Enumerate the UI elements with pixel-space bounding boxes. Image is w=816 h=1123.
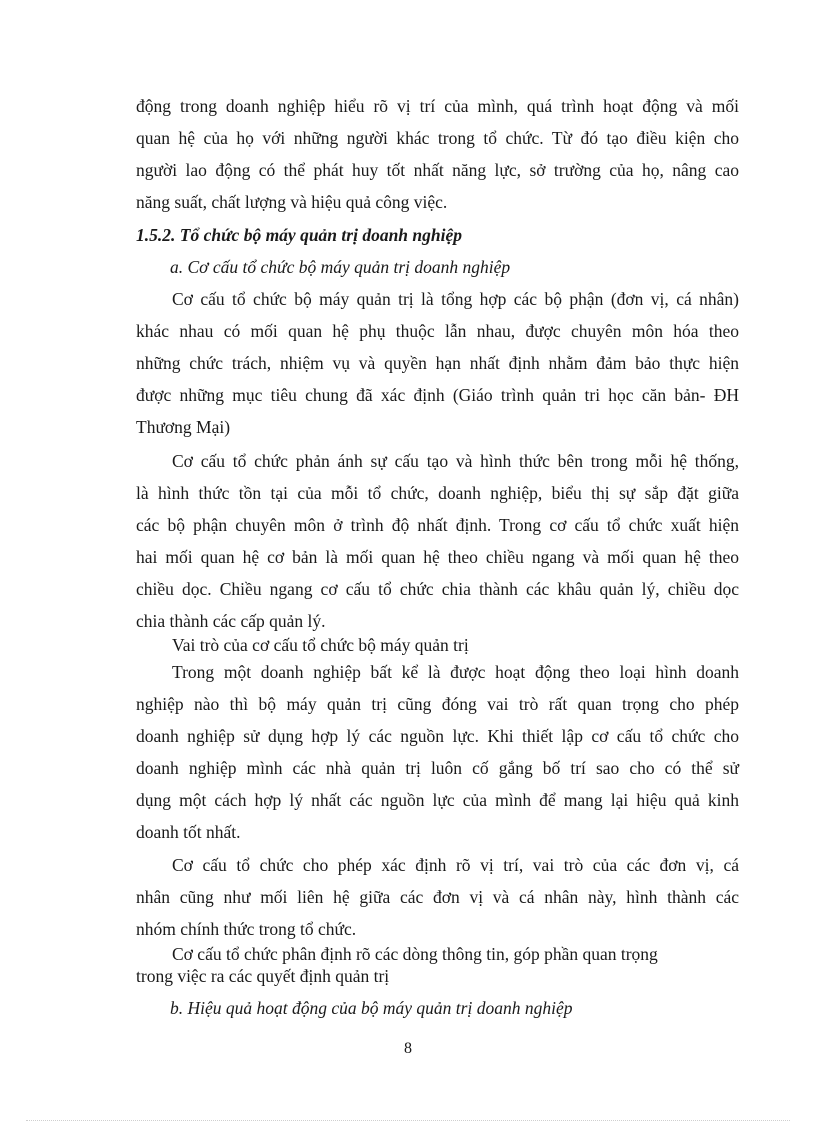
page-bottom-divider	[26, 1120, 790, 1121]
subsection-heading-b: b. Hiệu quả hoạt động của bộ máy quản trị doanh nghiệp	[170, 998, 573, 1018]
subsection-heading-a: a. Cơ cấu tổ chức bộ máy quản trị doanh nghiệp	[170, 257, 511, 277]
paragraph-line: quan hệ của họ với những người khác trong tổ chức. Từ đó tạo điều kiện cho	[136, 128, 739, 148]
paragraph-line: Vai trò của cơ cấu tổ chức bộ máy quản trị	[172, 635, 469, 655]
paragraph-line: chiều dọc. Chiều ngang cơ cấu tổ chức chia thành các khâu quản lý, chiều dọc	[136, 579, 739, 599]
paragraph-line: là hình thức tồn tại của mỗi tổ chức, doanh nghiệp, biểu thị sự sắp đặt giữa	[136, 483, 739, 503]
paragraph-line: doanh nghiệp sử dụng hợp lý các nguồn lực. Khi thiết lập cơ cấu tổ chức cho	[136, 726, 739, 746]
paragraph-line: doanh tốt nhất.	[136, 822, 241, 842]
paragraph-line: chia thành các cấp quản lý.	[136, 611, 326, 631]
paragraph-line: Thương Mại)	[136, 417, 231, 437]
paragraph-line: khác nhau có mối quan hệ phụ thuộc lẫn nhau, được chuyên môn hóa theo	[136, 321, 739, 341]
paragraph-line: Cơ cấu tổ chức cho phép xác định rõ vị trí, vai trò của các đơn vị, cá	[172, 855, 739, 875]
paragraph-line: Cơ cấu tổ chức phân định rõ các dòng thông tin, góp phần quan trọng	[172, 944, 658, 964]
paragraph-line: năng suất, chất lượng và hiệu quả công việc.	[136, 192, 448, 212]
section-heading: 1.5.2. Tổ chức bộ máy quản trị doanh nghiệp	[136, 225, 463, 245]
paragraph-line: doanh nghiệp mình các nhà quản trị luôn cố gắng bố trí sao cho có thể sử	[136, 758, 739, 778]
paragraph-line: Trong một doanh nghiệp bất kể là được hoạt động theo loại hình doanh	[172, 662, 739, 682]
paragraph-line: động trong doanh nghiệp hiểu rõ vị trí của mình, quá trình hoạt động và mối	[136, 96, 739, 116]
paragraph-line: người lao động có thể phát huy tốt nhất năng lực, sở trường của họ, nâng cao	[136, 160, 739, 180]
paragraph-line: các bộ phận chuyên môn ở trình độ nhất định. Trong cơ cấu tổ chức xuất hiện	[136, 515, 739, 535]
paragraph-line: Cơ cấu tổ chức bộ máy quản trị là tổng hợp các bộ phận (đơn vị, cá nhân)	[172, 289, 739, 309]
paragraph-line: dụng một cách hợp lý nhất các nguồn lực của mình để mang lại hiệu quả kinh	[136, 790, 739, 810]
paragraph-line: hai mối quan hệ cơ bản là mối quan hệ theo chiều ngang và mối quan hệ theo	[136, 547, 739, 567]
page-number: 8	[404, 1040, 412, 1057]
paragraph-line: được những mục tiêu chung đã xác định (Giáo trình quản tri học căn bản- ĐH	[136, 385, 739, 405]
paragraph-line: trong việc ra các quyết định quản trị	[136, 966, 390, 986]
paragraph-line: những chức trách, nhiệm vụ và quyền hạn nhất định nhằm đảm bảo thực hiện	[136, 353, 739, 373]
paragraph-line: nghiệp nào thì bộ máy quản trị cũng đóng vai trò rất quan trọng cho phép	[136, 694, 739, 714]
paragraph-line: nhân cũng như mối liên hệ giữa các đơn vị và cá nhân này, hình thành các	[136, 887, 739, 907]
paragraph-line: Cơ cấu tổ chức phản ánh sự cấu tạo và hình thức bên trong mỗi hệ thống,	[172, 451, 739, 471]
paragraph-line: nhóm chính thức trong tổ chức.	[136, 919, 357, 939]
